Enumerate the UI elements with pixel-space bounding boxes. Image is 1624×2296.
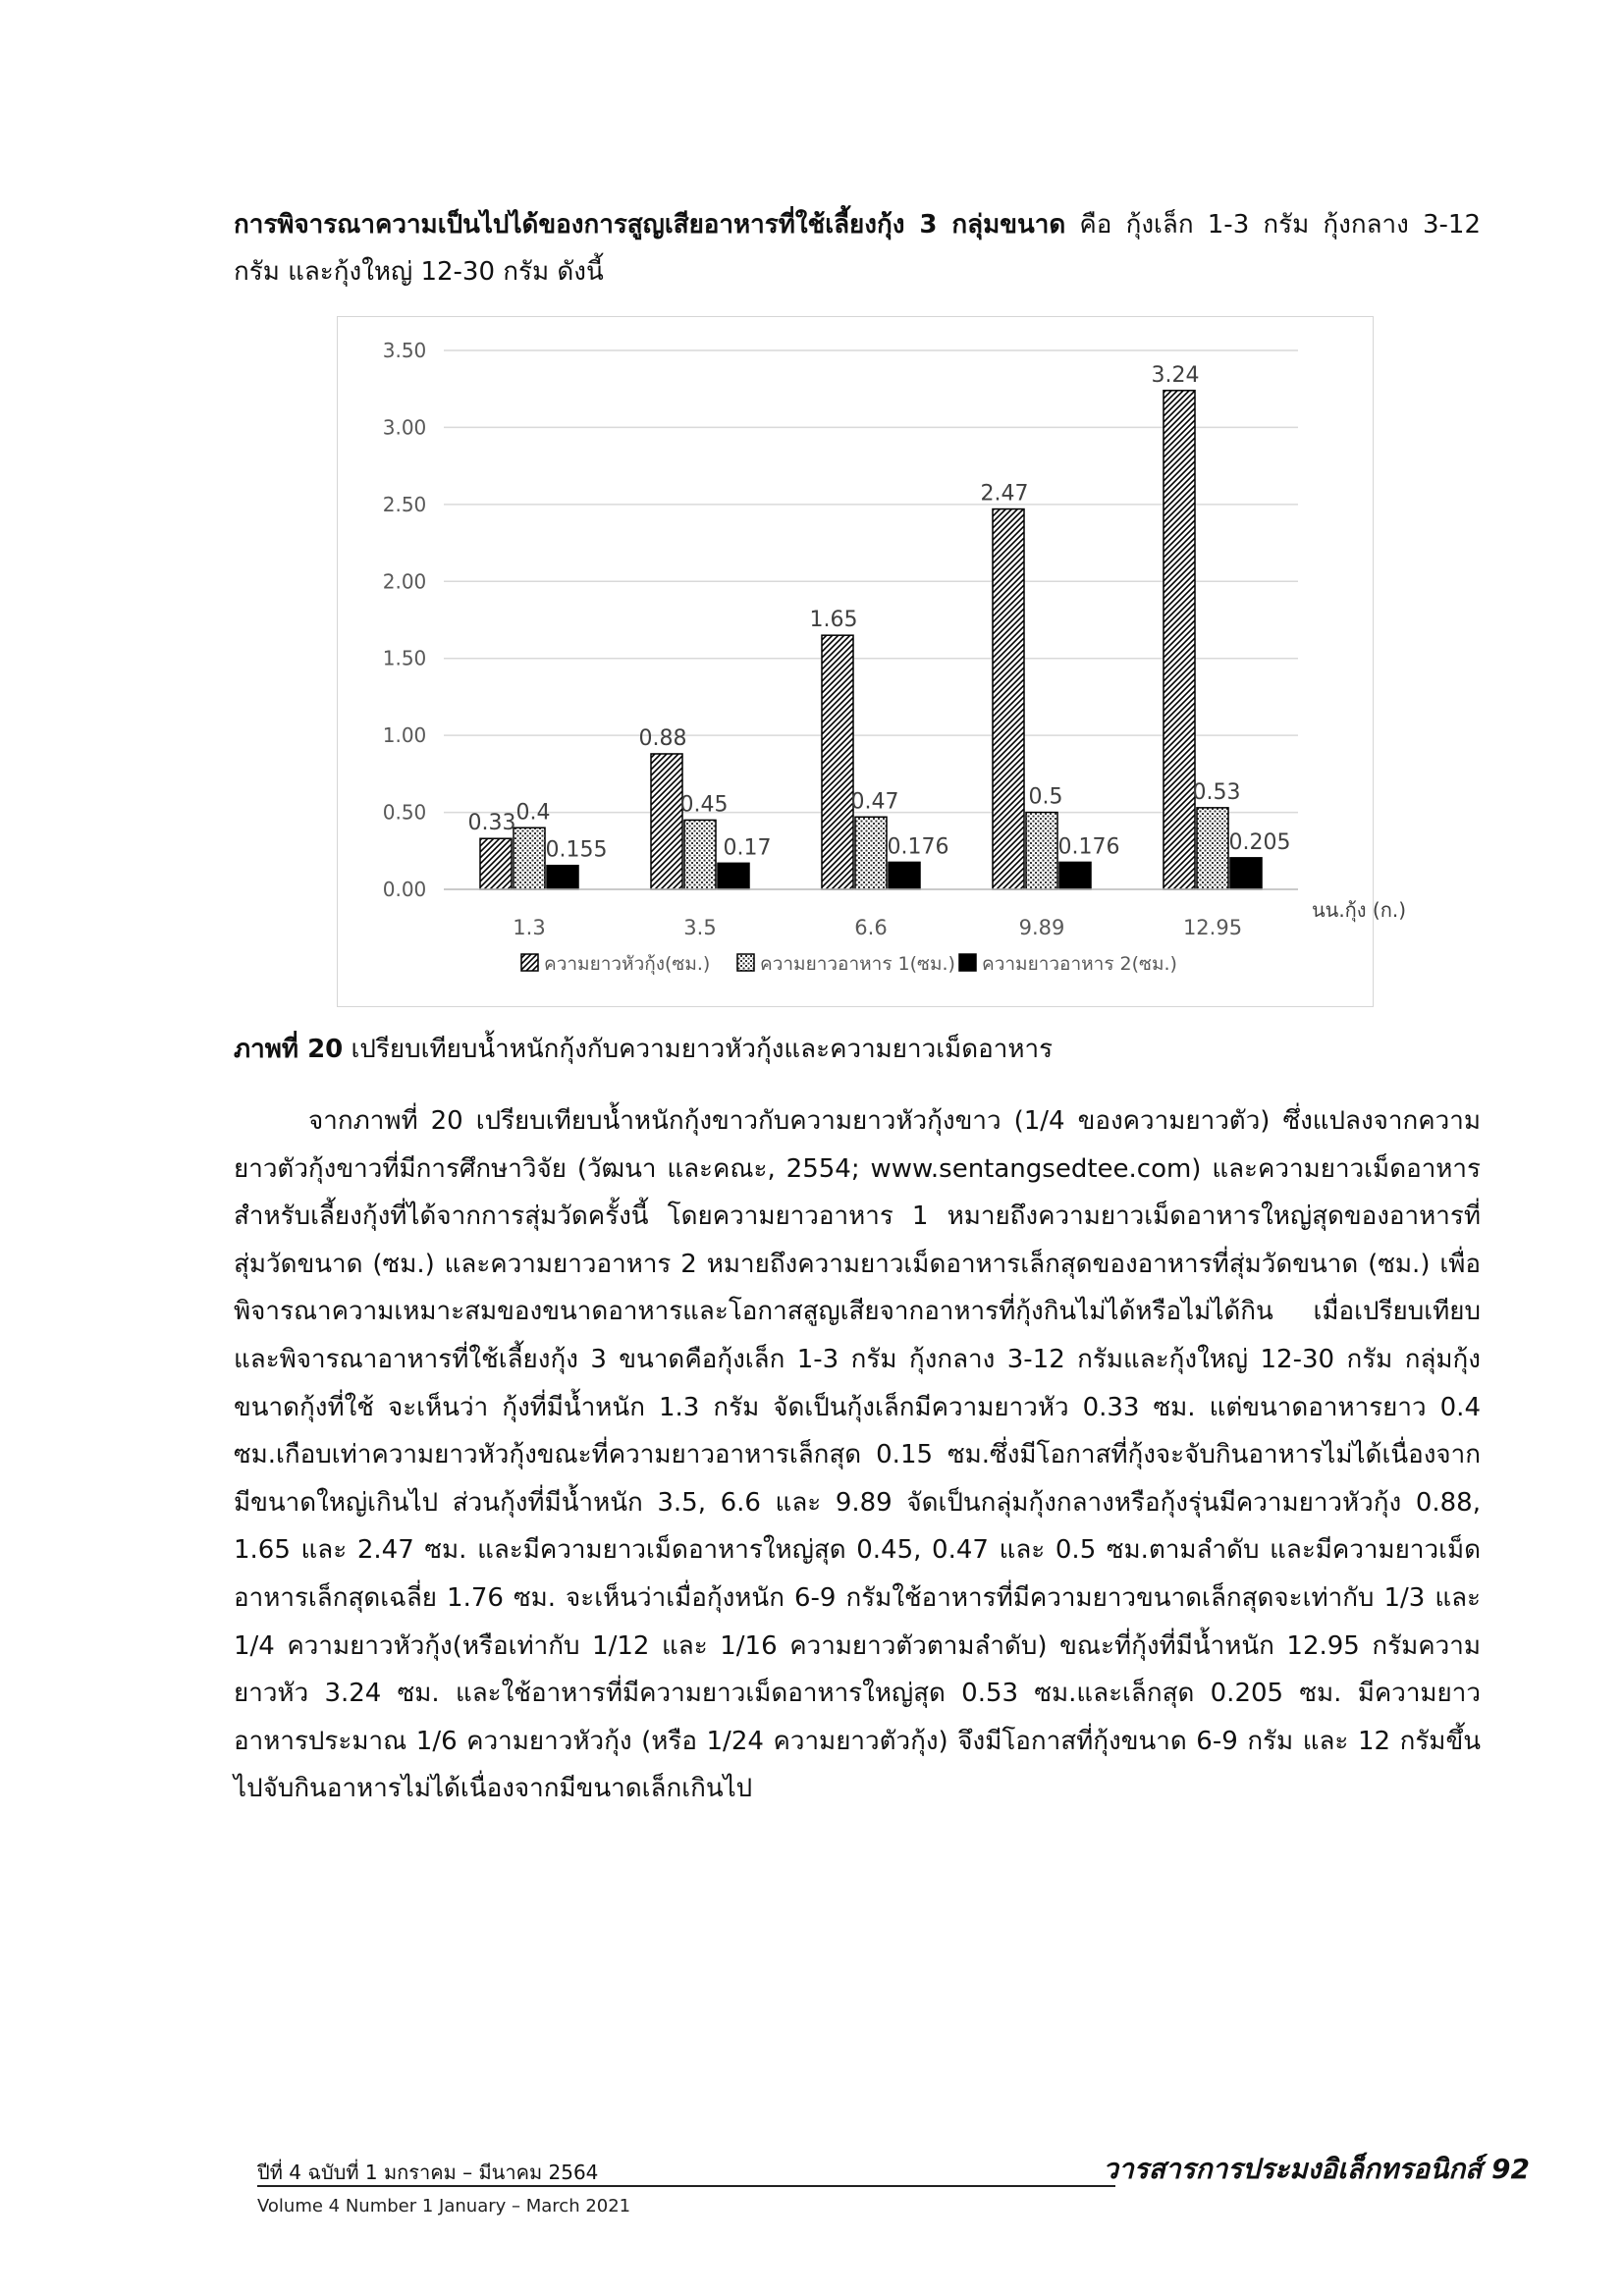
bar xyxy=(651,754,682,889)
legend-label: ความยาวอาหาร 1(ซม.) xyxy=(760,953,955,975)
data-label: 0.45 xyxy=(679,792,729,818)
y-tick-label: 3.50 xyxy=(382,339,427,362)
data-label: 1.65 xyxy=(809,608,858,633)
data-label: 0.4 xyxy=(515,800,551,826)
body-paragraph: จากภาพที่ 20 เปรียบเทียบน้ำหนักกุ้งขาวกับความยาวหัวกุ้งขาว (1/4 ของความยาวตัว) ซึ่งแปลงจากความยาวตัวกุ้งขาวที่มีการศึกษาวิจัย (วัฒนา และคณะ, 2554; www.sentangsedtee.com) และความยาวเม็ดอาหารสำหรับเลี้ยงกุ้งที่ได้จากการสุ่มวัดครั้งนี้ โดยความยาวอาหาร 1 หมายถึงความยาวเม็ดอาหารใหญ่สุดของอาหารที่สุ่มวัดขนาด (ซม.) และความยาวอาหาร 2 หมายถึงความยาวเม็ดอาหารเล็กสุดของอาหารที่สุ่มวัดขนาด (ซม.) เพื่อพิจารณาความเหมาะสมของขนาดอาหารและโอกาสสูญเสียจากอาหารที่กุ้งกินไม่ได้หรือไม่ได้กิน เมื่อเปรียบเทียบและพิจารณาอาหารที่ใช้เลี้ยงกุ้ง 3 ขนาดคือกุ้งเล็ก 1-3 กรัม กุ้งกลาง 3-12 กรัมและกุ้งใหญ่ 12-30 กรัม กลุ่มกุ้งขนาดกุ้งที่ใช้ จะเห็นว่า กุ้งที่มีน้ำหนัก 1.3 กรัม จัดเป็นกุ้งเล็กมีความยาวหัว 0.33 ซม. แต่ขนาดอาหารยาว 0.4 ซม.เกือบเท่าความยาวหัวกุ้งขณะที่ความยาวอาหารเล็กสุด 0.15 ซม.ซึ่งมีโอกาสที่กุ้งจะจับกินอาหารไม่ได้เนื่องจากมีขนาดใหญ่เกินไป ส่วนกุ้งที่มีน้ำหนัก 3.5, 6.6 และ 9.89 จัดเป็นกลุ่มกุ้งกลางหรือกุ้งรุ่นมีความยาวหัวกุ้ง 0.88, 1.65 และ 2.47 ซม. และมีความยาวเม็ดอาหารใหญ่สุด 0.45, 0.47 และ 0.5 ซม.ตามลำดับ และมีความยาวเม็ดอาหารเล็กสุดเฉลี่ย 1.76 ซม. จะเห็นว่าเมื่อกุ้งหนัก 6-9 กรัมใช้อาหารที่มีความยาวขนาดเล็กสุดจะเท่ากับ 1/3 และ 1/4 ความยาวหัวกุ้ง(หรือเท่ากับ 1/12 และ 1/16 ความยาวตัวตามลำดับ) ขณะที่กุ้งที่มีน้ำหนัก 12.95 กรัมความยาวหัว 3.24 ซม. และใช้อาหารที่มีความยาวเม็ดอาหารใหญ่สุด 0.53 ซม.และเล็กสุด 0.205 ซม. มีความยาวอาหารประมาณ 1/6 ความยาวหัวกุ้ง (หรือ 1/24 ความยาวตัวกุ้ง) จึงมีโอกาสที่กุ้งขนาด 6-9 กรัม และ 12 กรัมขึ้นไปจับกินอาหารไม่ได้เนื่องจากมีขนาดเล็กเกินไป xyxy=(234,1106,1481,1804)
bar xyxy=(547,866,578,889)
bar xyxy=(1230,858,1262,889)
footer-journal-name: วารสารการประมงอิเล็กทรอนิกส์ xyxy=(1103,2153,1483,2185)
bar xyxy=(1197,808,1228,889)
footer-issue-english: Volume 4 Number 1 January – March 2021 xyxy=(257,2196,631,2216)
footer-journal xyxy=(1103,2152,1530,2187)
page-number: 92 xyxy=(1491,2153,1530,2185)
data-label: 0.17 xyxy=(723,835,772,861)
bar xyxy=(1164,391,1195,889)
data-label: 0.176 xyxy=(887,834,949,860)
data-label: 0.33 xyxy=(467,811,516,836)
bar xyxy=(1059,862,1091,889)
caption-label: ภาพที่ 20 xyxy=(234,1035,344,1064)
bar-chart xyxy=(337,316,1407,1007)
y-tick-label: 0.50 xyxy=(382,800,427,825)
bar xyxy=(1026,813,1057,889)
bar xyxy=(855,817,887,889)
figure-caption xyxy=(234,1026,1481,1073)
bar xyxy=(514,828,545,889)
x-tick-label: 3.5 xyxy=(683,916,717,939)
y-tick-label: 2.50 xyxy=(382,492,427,516)
intro-paragraph xyxy=(234,201,1481,295)
y-tick-label: 1.50 xyxy=(382,646,427,670)
data-label: 0.176 xyxy=(1057,834,1120,860)
data-label: 0.47 xyxy=(850,789,899,815)
data-label: 2.47 xyxy=(980,481,1029,507)
legend-swatch xyxy=(521,954,538,971)
data-label: 0.205 xyxy=(1228,829,1291,855)
bar xyxy=(993,509,1024,889)
x-tick-label: 9.89 xyxy=(1018,916,1065,939)
bar xyxy=(718,863,749,889)
data-label: 0.53 xyxy=(1192,779,1241,805)
bar xyxy=(889,862,920,889)
y-tick-label: 2.00 xyxy=(382,569,427,594)
bar xyxy=(684,820,716,889)
data-label: 3.24 xyxy=(1151,362,1200,388)
y-tick-label: 0.00 xyxy=(382,878,427,901)
x-tick-label: 6.6 xyxy=(854,916,888,939)
intro-bold: การพิจารณาความเป็นไปได้ของการสูญเสียอาหารที่ใช้เลี้ยงกุ้ง 3 กลุ่มขนาด xyxy=(234,210,1066,240)
x-axis-label: นน.กุ้ง (ก.) xyxy=(1311,898,1407,922)
legend-label: ความยาวอาหาร 2(ซม.) xyxy=(982,953,1177,975)
legend-label: ความยาวหัวกุ้ง(ซม.) xyxy=(544,953,711,975)
x-tick-label: 1.3 xyxy=(513,916,546,939)
bar xyxy=(480,838,512,889)
intro-rest: คือ กุ้งเล็ก 1-3 กรัม กุ้งกลาง 3-12 กรัม และกุ้งใหญ่ 12-30 กรัม ดังนี้ xyxy=(234,210,1481,287)
legend-swatch xyxy=(959,954,976,971)
data-label: 0.88 xyxy=(638,725,687,751)
y-tick-label: 1.00 xyxy=(382,723,427,748)
footer-issue-thai xyxy=(257,2160,1115,2187)
bar xyxy=(822,635,853,889)
y-tick-label: 3.00 xyxy=(382,415,427,440)
data-label: 0.155 xyxy=(545,837,608,863)
x-tick-label: 12.95 xyxy=(1182,916,1243,939)
legend-swatch xyxy=(737,954,754,971)
footer-issue-thai-text: ปีที่ 4 ฉบับที่ 1 มกราคม – มีนาคม 2564 xyxy=(257,2161,599,2184)
chart-svg xyxy=(338,317,1407,1006)
caption-text: เปรียบเทียบน้ำหนักกุ้งกับความยาวหัวกุ้งและความยาวเม็ดอาหาร xyxy=(343,1035,1054,1064)
data-label: 0.5 xyxy=(1028,784,1063,810)
